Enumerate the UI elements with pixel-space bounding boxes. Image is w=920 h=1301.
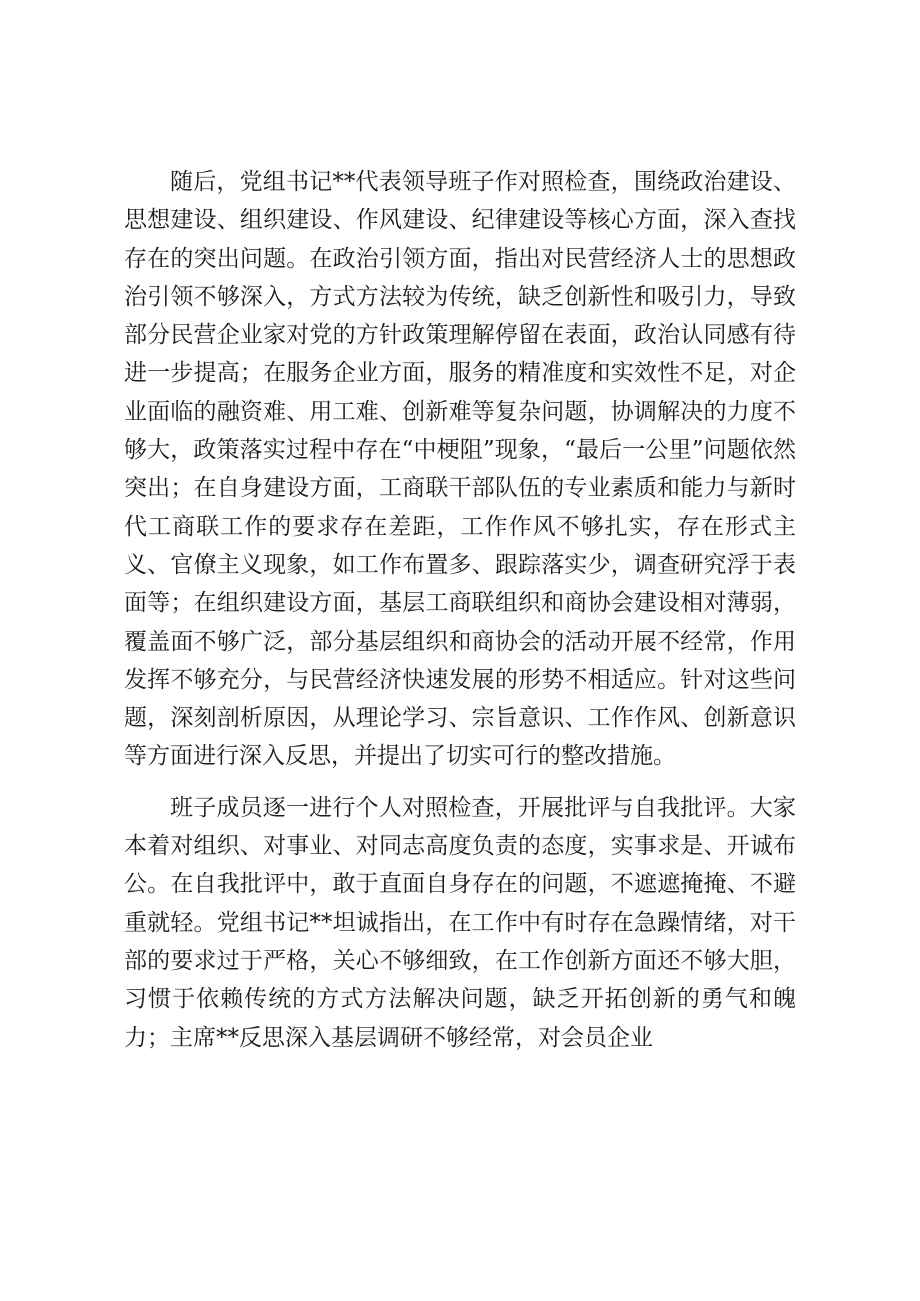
paragraph-1: 随后，党组书记**代表领导班子作对照检查，围绕政治建设、思想建设、组织建设、作风建设、纪律建设等核心方面，深入查找存在的突出问题。在政治引领方面，指出对民营经济人士的思想政治引领不够深入，方式方法较为传统，缺乏创新性和吸引力，导致部分民营企业家对党的方针政策理解停留在表面，政治认同感有待进一步提高；在服务企业方面，服务的精准度和实效性不足，对企业面临的融资难、用工难、创新难等复杂问题，协调解决的力度不够大，政策落实过程中存在“中梗阻”现象，“最后一公里”问题依然突出；在自身建设方面，工商联干部队伍的专业素质和能力与新时代工商联工作的要求存在差距，工作作风不够扎实，存在形式主义、官僚主义现象，如工作布置多、跟踪落实少，调查研究浮于表面等；在组织建设方面，基层工商联组织和商协会建设相对薄弱，覆盖面不够广泛，部分基层组织和商协会的活动开展不经常，作用发挥不够充分，与民营经济快速发展的形势不相适应。针对这些问题，深刻剖析原因，从理论学习、宗旨意识、工作作风、创新意识等方面进行深入反思，并提出了切实可行的整改措施。 bbox=[124, 169, 796, 770]
paragraph-2: 班子成员逐一进行个人对照检查，开展批评与自我批评。大家本着对组织、对事业、对同志高度负责的态度，实事求是、开诚布公。在自我批评中，敢于直面自身存在的问题，不遮遮掩掩、不避重就轻。党组书记**坦诚指出，在工作中有时存在急躁情绪，对干部的要求过于严格，关心不够细致，在工作创新方面还不够大胆，习惯于依赖传统的方式方法解决问题，缺乏开拓创新的勇气和魄力；主席**反思深入基层调研不够经常，对会员企业 bbox=[124, 794, 796, 1051]
document-body bbox=[124, 163, 796, 1057]
